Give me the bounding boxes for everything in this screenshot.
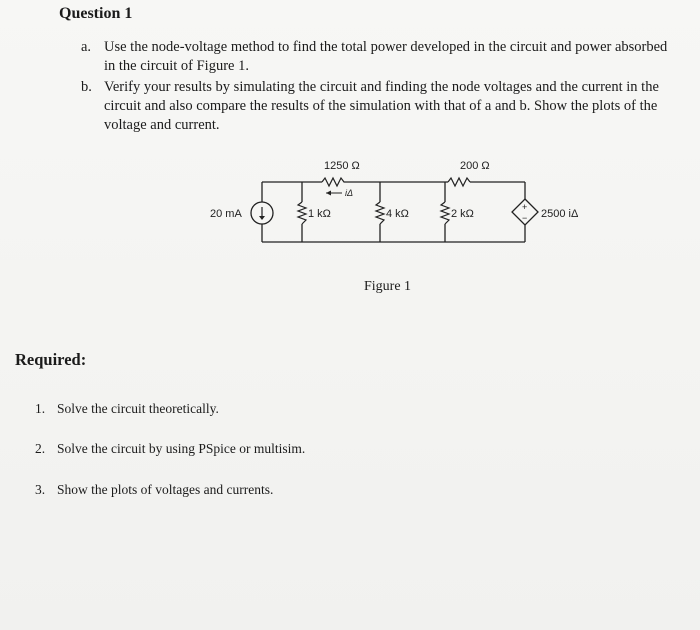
item-letter: a.: [81, 39, 92, 55]
required-item: [35, 441, 305, 457]
label-r4k: 4 kΩ: [386, 208, 409, 220]
item-letter: b.: [81, 79, 92, 95]
label-r1k: 1 kΩ: [308, 208, 331, 220]
required-heading: Required:: [15, 350, 87, 369]
item-number: 3.: [35, 482, 46, 497]
resistor-2k-icon: [441, 202, 449, 224]
resistor-200-icon: [448, 178, 470, 186]
item-text: Solve the circuit by using PSpice or multisim.: [57, 441, 306, 456]
label-r200: 200 Ω: [460, 160, 490, 172]
item-text: Verify your results by simulating the circuit and finding the node voltages and the current in the circuit and also compare the results of the simulation with that of a and b. Show the plots of the voltage and current.: [104, 79, 659, 133]
required-item: [35, 401, 219, 417]
item-number: 2.: [35, 441, 46, 456]
resistor-1250-icon: [322, 178, 346, 186]
question-title: Question 1: [59, 5, 133, 22]
figure-caption: Figure 1: [364, 279, 412, 294]
svg-text:+: +: [522, 202, 528, 212]
label-r2k: 2 kΩ: [451, 208, 474, 220]
resistor-4k-icon: [376, 202, 384, 224]
required-item: [35, 482, 273, 498]
item-text: Show the plots of voltages and currents.: [57, 482, 274, 497]
label-dep-source: 2500 iΔ: [541, 208, 579, 220]
circuit-figure: [190, 150, 590, 255]
svg-text:−: −: [522, 213, 528, 223]
item-text: Solve the circuit theoretically.: [57, 401, 219, 416]
current-arrow-icon: [326, 191, 331, 196]
item-text: Use the node-voltage method to find the total power developed in the circuit and power absorbed in the circuit of Figure 1.: [104, 39, 668, 74]
item-number: 1.: [35, 401, 46, 416]
label-current: iΔ: [345, 188, 354, 198]
label-r1250: 1250 Ω: [324, 160, 360, 172]
label-current-source: 20 mA: [210, 208, 242, 220]
resistor-1k-icon: [298, 202, 306, 224]
circuit-diagram: [190, 150, 590, 255]
